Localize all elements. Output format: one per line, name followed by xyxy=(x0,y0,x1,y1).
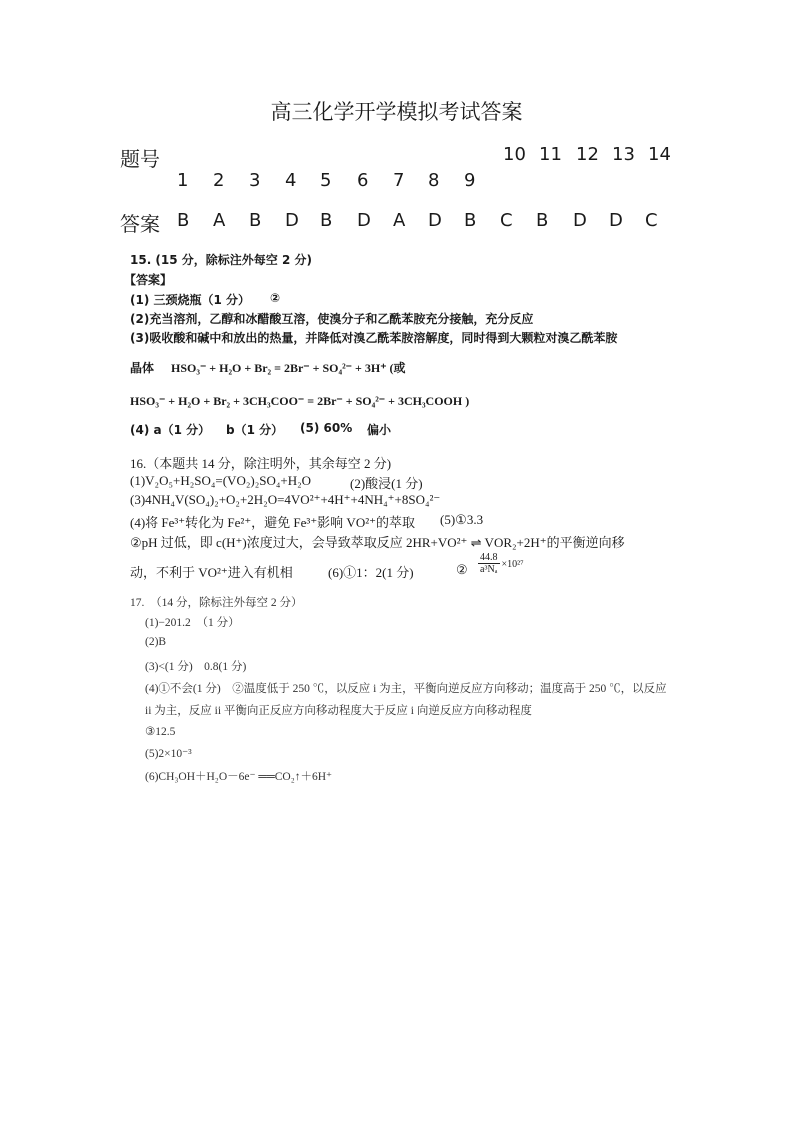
question-number-label: 题号 xyxy=(120,147,160,171)
q16-line-3b: (5)①3.3 xyxy=(440,512,484,527)
answer-cell: D xyxy=(428,210,442,231)
question-number: 9 xyxy=(464,170,476,191)
q15-line-6d: 偏小 xyxy=(367,423,392,437)
question-number: 6 xyxy=(357,170,369,191)
q16-fraction xyxy=(476,552,524,575)
question-number: 1 xyxy=(177,170,189,191)
question-number: 4 xyxy=(285,170,297,191)
q17-line-2: (2)B xyxy=(145,636,167,648)
q17-line-5: ii 为主，反应 ii 平衡向正反应方向移动程度大于反应 i 向逆反应方向移动程度 xyxy=(145,705,532,717)
answer-cell: D xyxy=(609,210,623,231)
answer-cell: C xyxy=(500,210,513,231)
answer-cell: B xyxy=(177,210,190,231)
question-number: 8 xyxy=(428,170,440,191)
answer-cell: D xyxy=(357,210,371,231)
q15-line-2: (2)充当溶剂，乙醇和冰醋酸互溶，使溴分子和乙酰苯胺充分接触，充分反应 xyxy=(130,312,534,326)
answer-label: 答案 xyxy=(120,212,160,236)
q15-line-1: (1) 三颈烧瓶（1 分） xyxy=(130,293,251,307)
q16-line-5c: ② xyxy=(456,562,468,577)
q17-line-3: (3)<(1 分) 0.8(1 分) xyxy=(145,661,247,673)
q17-line-4: (4)①不会(1 分) ②温度低于 250 ℃，以反应 i 为主，平衡向逆反应方向移动；温度高于 250 ℃，以反应 xyxy=(145,683,667,695)
q16-line-1b: (2)酸浸(1 分) xyxy=(350,476,423,491)
fraction-multiplier: ×10²⁷ xyxy=(501,559,524,571)
q16-line-5b: (6)①1：2(1 分) xyxy=(328,565,414,580)
q16-line-2: (3)4NH₄V(SO₄)₂+O₂+2H₂O=4VO²⁺+4H⁺+4NH₄⁺+8SO₄²⁻ xyxy=(130,492,441,507)
answer-cell: B xyxy=(249,210,262,231)
question-number: 3 xyxy=(249,170,261,191)
question-number: 7 xyxy=(393,170,405,191)
fraction-denominator: a³Nₐ xyxy=(480,564,498,575)
answer-cell: A xyxy=(393,210,406,231)
q15-line-6b: b（1 分） xyxy=(226,423,284,437)
answer-cell: D xyxy=(285,210,299,231)
q15-line-4-prefix: 晶体 xyxy=(130,361,155,375)
question-number: 5 xyxy=(320,170,332,191)
q16-line-3: (4)将 Fe³⁺转化为 Fe²⁺，避免 Fe³⁺影响 VO²⁺的萃取 xyxy=(130,515,415,530)
q17-header: 17. （14 分，除标注外每空 2 分） xyxy=(130,597,303,609)
question-number: 2 xyxy=(213,170,225,191)
q17-line-7: (5)2×10⁻³ xyxy=(145,748,192,760)
answer-cell: C xyxy=(645,210,658,231)
question-number: 11 xyxy=(539,144,562,165)
q16-line-1: (1)V₂O₅+H₂SO₄=(VO₂)₂SO₄+H₂O xyxy=(130,473,312,488)
q15-equation-2: HSO₃⁻ + H₂O + Br₂ + 3CH₃COO⁻ = 2Br⁻ + SO₄²⁻ + 3CH₃COOH ) xyxy=(130,394,470,408)
question-number: 13 xyxy=(612,144,635,165)
answer-cell: A xyxy=(213,210,226,231)
q17-line-8: (6)CH₃OH＋H₂O－6e⁻ ══CO₂↑＋6H⁺ xyxy=(145,771,333,783)
q16-line-4: ②pH 过低，即 c(H⁺)浓度过大，会导致萃取反应 2HR+VO²⁺ ⇌ VOR₂+2H⁺的平衡逆向移 xyxy=(130,535,625,550)
q17-line-1: (1)−201.2 （1 分） xyxy=(145,617,240,629)
fraction xyxy=(478,552,500,575)
page-title: 高三化学开学模拟考试答案 xyxy=(270,100,523,124)
answer-cell: B xyxy=(536,210,549,231)
q15-header: 15. (15 分，除标注外每空 2 分) xyxy=(130,253,312,267)
q15-line-6a: (4) a（1 分） xyxy=(130,423,211,437)
question-number: 12 xyxy=(576,144,599,165)
question-number: 14 xyxy=(648,144,671,165)
answer-cell: B xyxy=(320,210,333,231)
q17-line-6: ③12.5 xyxy=(145,726,176,738)
question-number: 10 xyxy=(503,144,526,165)
q15-line-1-choice: ② xyxy=(270,291,281,305)
fraction-numerator: 44.8 xyxy=(480,552,498,563)
answer-cell: D xyxy=(573,210,587,231)
q15-answer-tag: 【答案】 xyxy=(124,273,173,287)
q16-line-5: 动，不利于 VO²⁺进入有机相 xyxy=(130,565,293,580)
q15-line-6c: (5) 60% xyxy=(300,421,353,435)
answer-cell: B xyxy=(464,210,477,231)
q15-equation-1: HSO₃⁻ + H₂O + Br₂ = 2Br⁻ + SO₄²⁻ + 3H⁺ (或 xyxy=(171,361,406,375)
q15-line-3: (3)吸收酸和碱中和放出的热量，并降低对溴乙酰苯胺溶解度，同时得到大颗粒对溴乙酰苯胺 xyxy=(130,331,618,345)
q16-header: 16.（本题共 14 分，除注明外，其余每空 2 分) xyxy=(130,456,392,471)
